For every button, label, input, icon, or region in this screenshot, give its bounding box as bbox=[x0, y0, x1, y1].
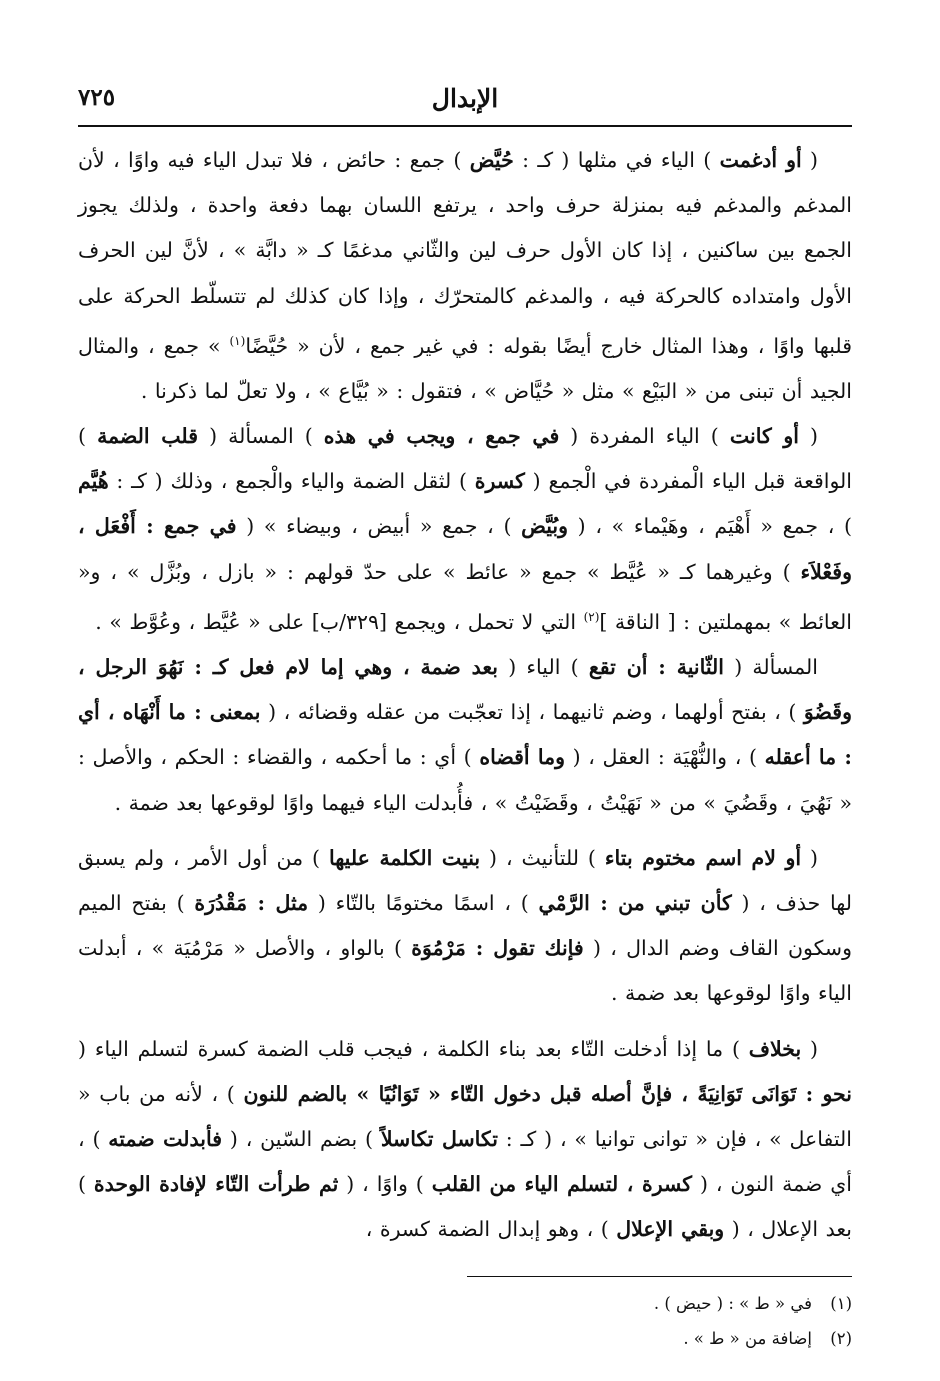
bold-term: نحو : تَوَانَى تَوَانِيَةً ، فإنَّ أصله قبل دخول التّاء « تَوَانُيًا » بالضم للنون bbox=[243, 1081, 852, 1106]
text-run: التي لا تحمل ، ويجمع [٣٢٩/ب] على « عُيَّط ، وعُوَّط » . bbox=[95, 609, 584, 634]
bold-term: مثل : مَقْدُرَة bbox=[194, 890, 309, 915]
text-run: ) الياء في مثلها ( كـ : bbox=[513, 148, 720, 172]
text-run: ) ، جمع « أَهْيَم ، وهَيْماء » ، ( bbox=[568, 514, 852, 539]
bold-term: فإنك تقول : مَرْمُوَة bbox=[411, 936, 584, 961]
text-run: ) ، جمع « أبيض ، وبيضاء » ( bbox=[236, 514, 522, 539]
text-run: ) ، لأنه من باب « التفاعل » ، فإن « توانى توانيا » ، ( كـ : bbox=[78, 1081, 852, 1151]
running-title: الإبدال bbox=[431, 84, 499, 113]
text-run: ) بعد الإعلال ، ( bbox=[78, 1172, 852, 1242]
text-run: ) من أول الأمر ، ولم يسبق لها حذف ، ( bbox=[78, 845, 852, 915]
page-number: ٧٢٥ bbox=[78, 84, 116, 111]
footnotes bbox=[78, 1286, 852, 1356]
bold-term: أو أدغمت bbox=[719, 148, 802, 172]
text-run: المسألة ( bbox=[723, 654, 818, 679]
bold-term: كسرة bbox=[474, 469, 525, 494]
bold-term: فأبدلت ضمته bbox=[108, 1126, 223, 1151]
bold-term: الثّانية : أن تقع bbox=[588, 654, 724, 679]
text-run: ) بالواو ، والأصل « مَرْمُيَة » ، أبدلت الياء واوًا لوقوعها بعد ضمة . bbox=[78, 936, 852, 1006]
bold-term: بعد ضمة ، وهي إما لام فعل كـ : نَهُوَ الرجل ، وقَضُوَ bbox=[78, 654, 852, 725]
bold-term: وما أقضاه bbox=[479, 745, 565, 770]
text-run: ) المسألة ( bbox=[198, 424, 324, 449]
bold-term: في جمع ، ويجب في هذه bbox=[323, 424, 560, 449]
text-run: ) ، أي ضمة النون ، ( bbox=[78, 1126, 852, 1197]
text-run: ) الواقعة قبل الياء الْمفردة في الْجمع ( bbox=[78, 424, 852, 494]
text-run: ( bbox=[798, 424, 819, 449]
text-run: » جمع ، والمثال الجيد أن تبنى من « البَيْع » مثل « حُيَّاض » ، فتقول : « بُيَّاع » ، ولا تعلّ لما ذكرنا . bbox=[78, 333, 852, 403]
paragraph bbox=[78, 836, 852, 1017]
header-rule bbox=[78, 125, 852, 127]
text-run: ) ، بفتح أولهما ، وضم ثانيهما ، إذا تعجّبت من عقله وقضائه ، ( bbox=[260, 700, 804, 725]
bold-term: بخلاف bbox=[748, 1036, 802, 1061]
footnote-marker: (٢) bbox=[583, 609, 600, 624]
bold-term: تكاسل تكاسلاً bbox=[380, 1126, 498, 1151]
footnote-text: إضافة من « ط » . bbox=[683, 1329, 812, 1348]
bold-term: في جمع : أَفْعَل ، وفَعْلاَء bbox=[78, 514, 852, 584]
footnote bbox=[78, 1286, 852, 1321]
page-header bbox=[78, 80, 852, 120]
paragraph bbox=[78, 414, 852, 645]
bold-term: بمعنى : ما أَنْهَاه ، أي : ما أعقله bbox=[78, 700, 852, 770]
bold-term: ثم طرأت التّاء لإفادة الوحدة bbox=[93, 1172, 339, 1197]
bold-term: هُيَّم bbox=[78, 469, 109, 494]
text-run: ( bbox=[801, 845, 818, 870]
bold-term: وبُيَّض bbox=[521, 514, 569, 539]
paragraph bbox=[78, 1027, 852, 1253]
text-run: ) أي : ما أحكمه ، والقضاء : الحكم ، والأصل : « نَهُيَ ، وقَضُيَ » من « نَهَيْتُ ، وقَضَيْتُ » ، فأُبدلت الياء فيهما واوًا لوقوعها بعد ضمة . bbox=[78, 745, 852, 815]
paragraph bbox=[78, 645, 852, 826]
main-text bbox=[78, 138, 852, 1253]
paragraph bbox=[78, 138, 852, 414]
footnote-number: (٢) bbox=[830, 1329, 852, 1348]
bold-term: أو كانت bbox=[729, 424, 799, 449]
text-run: ) ، والنُّهْيَة : العقل ، ( bbox=[564, 745, 765, 770]
bold-term: حُيَّض bbox=[469, 148, 514, 172]
text-run: ) الياء ( bbox=[497, 654, 589, 679]
bold-term: كأن تبني من : الرَّمْي bbox=[538, 890, 732, 915]
footnote-rule bbox=[467, 1276, 852, 1277]
text-run: ) وغيرهما كـ « عُيَّط » جمع « عائط » على حدّ قولهم : « بازل ، وبُزَّل » ، و« العائط » بمهملتين : [ الناقة ] bbox=[78, 559, 852, 634]
text-run: ) بضم السّين ، ( bbox=[222, 1126, 381, 1151]
text-run: ) لثقل الضمة والياء والْجمع ، وذلك ( كـ : bbox=[108, 469, 475, 494]
text-run: ) للتأنيث ، ( bbox=[480, 845, 605, 870]
text-run: ) بفتح الميم وسكون القاف وضم الدال ، ( bbox=[78, 890, 852, 961]
text-run: ( bbox=[801, 148, 818, 172]
text-run: ) جمع : حائض ، فلا تبدل الياء فيه واوًا ، لأن المدغم والمدغم فيه بمنزلة حرف واحد ، يرتفع اللسان بهما دفعة واحدة ، ولذلك يجوز الجمع بين ساكنين ، إذا كان الأول حرف لين والثّاني مدغمًا كـ « دابَّة » ، لأنَّ لين الحرف الأول وامتداده كالحركة فيه ، والمدغم كالمتحرّك ، وإذا كان كذلك لم تتسلّط الحركة على قلبها واوًا ، وهذا المثال خارج أيضًا بقوله : في غير جمع ، لأن « حُيَّضًا bbox=[78, 148, 852, 358]
bold-term: قلب الضمة bbox=[97, 424, 199, 449]
bold-term: بنيت الكلمة عليها bbox=[328, 845, 481, 870]
text-run: ) واوًا ، ( bbox=[338, 1172, 432, 1197]
text-run: ) ، وهو إبدال الضمة كسرة ، bbox=[365, 1217, 617, 1242]
bold-term: أو لام اسم مختوم بتاء bbox=[604, 845, 802, 870]
footnote bbox=[78, 1321, 852, 1356]
bold-term: كسرة ، لتسلم الياء من القلب bbox=[431, 1172, 693, 1197]
text-run: ( bbox=[801, 1036, 819, 1061]
text-run: ) ، اسمًا مختومًا بالتّاء ( bbox=[308, 890, 539, 915]
footnote-number: (١) bbox=[830, 1294, 852, 1313]
footnote-marker: (١) bbox=[229, 333, 246, 348]
footnote-text: في « ط » : ( حيض ) . bbox=[653, 1294, 812, 1313]
text-run: ) ما إذا أدخلت التّاء بعد بناء الكلمة ، فيجب قلب الضمة كسرة لتسلم الياء ( bbox=[78, 1036, 749, 1061]
text-run: ) الياء المفردة ( bbox=[559, 424, 730, 449]
bold-term: وبقي الإعلال bbox=[616, 1217, 725, 1242]
